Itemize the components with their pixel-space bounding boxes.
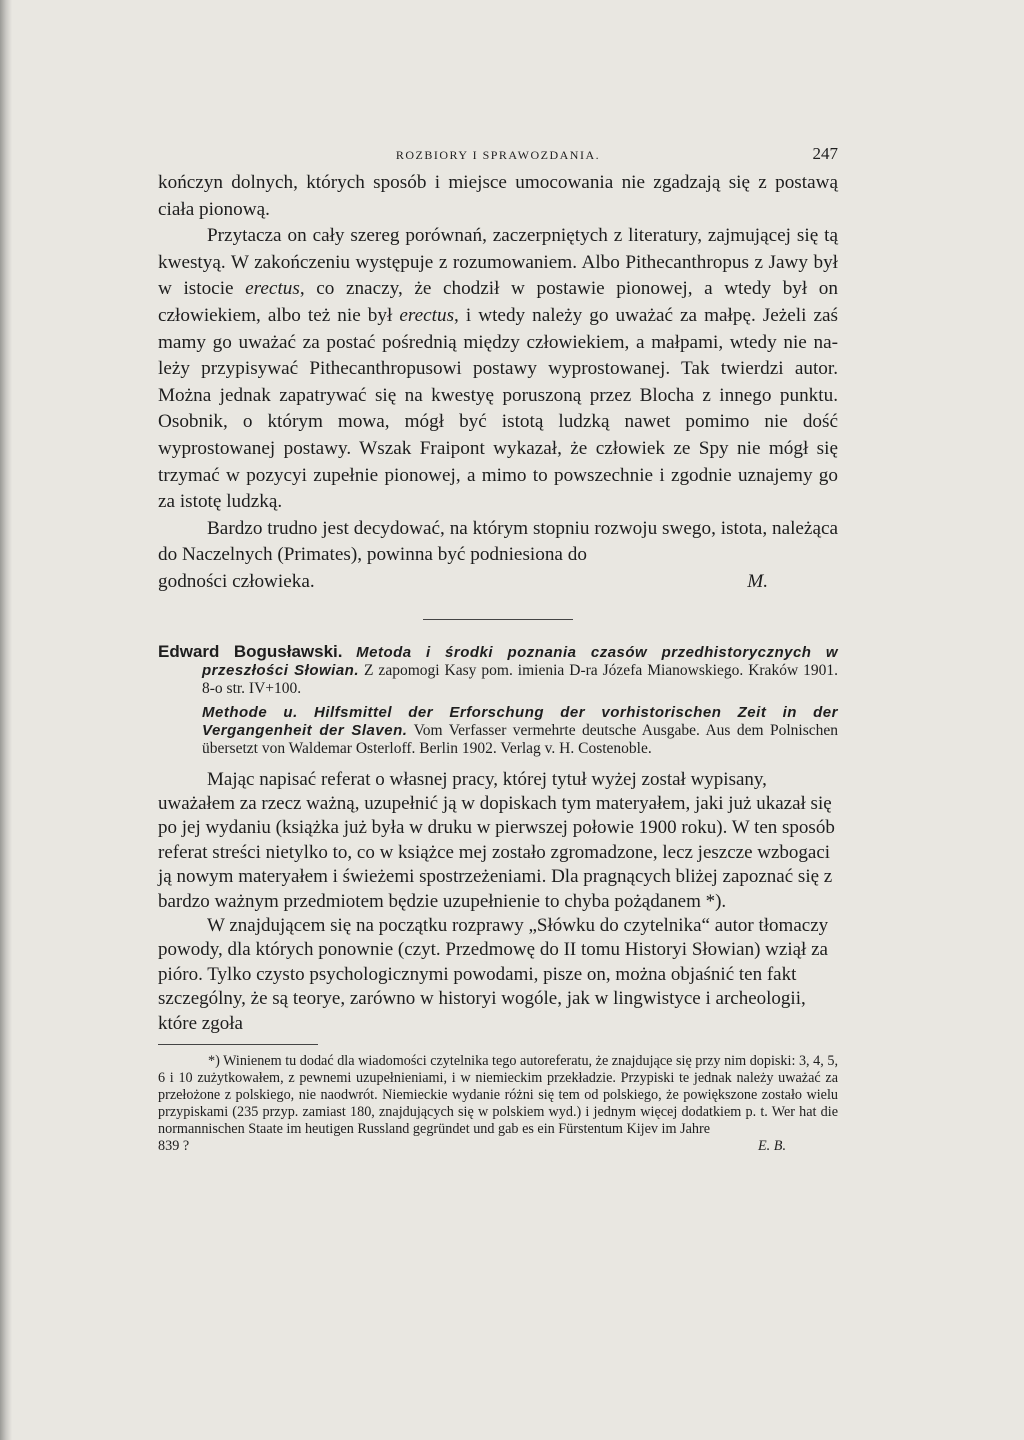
paragraph-3: Bardzo trudno jest decydować, na którym stopniu rozwoju swego, istota, należąca do Naczelnych (Primates), powinna być podniesiona do — [158, 517, 838, 566]
document-page — [158, 130, 838, 1154]
page-binding-shadow — [0, 0, 12, 1440]
paragraph-2-part-c: , i wtedy należy go uważać za małpę. Jeżeli zaś mamy go uważać za postać pośrednią między człowiekiem, a małpami, wtedy nie należy przypisywać Pithecanthropusowi postawy wyprostowanej. Tak twierdzi autor. Można jednak zapatrywać się na kwestyę poruszoną przez Blocha z innego punktu. Osobnik, o którym mowa, mógł być istotą ludzką nawet pomimo nie dość wyprostowanej postawy. Wszak Fraipont wykazał, że człowiek ze Spy nie mógł się trzymać w pozycyi zupełnie pionowej, a mimo to powszechnie i zgodnie uznajemy go za istotę ludzką. — [158, 304, 838, 513]
paragraph-1: kończyn dolnych, których sposób i miejsce umocowania nie zgadzają się z postawą ciała pionową. — [158, 172, 838, 220]
page-number: 247 — [812, 144, 838, 163]
review-text — [158, 768, 838, 1036]
review-paragraph-2: W znajdującem się na początku rozprawy „Słówku do czytelnika“ autor tłomaczy powody, dla których ponownie (czyt. Przedmowę do II tomu Historyi Słowian) wziął za pióro. Tylko czysto psychologicznymi powodami, pisze on, można objaśnić ten fakt szczególny, że są teorye, zarówno w historyi wogóle, jak w lingwistyce i archeologii, które zgoła — [158, 914, 829, 1034]
footnote-text: *) Winienem tu dodać dla wiadomości czytelnika tego autoreferatu, że znajdujące się przy nim dopiski: 3, 4, 5, 6 i 10 zużytkowałem, z pewnemi uzupełnieniami, i w niemieckim przekładzie. Przypiski te jednak należy uważać za przełożone z polskiego, nie naodwrót. Niemieckie wydanie różni się tem od polskiego, że powiększone zostało wielu przypiskami (235 przyp. zamiast 180, znajdujących się w polskiem wyd.) i jednym więcej dodatkiem p. t. Wer hat die normannischen Staate im heutigen Russland gegründet und gab es ein Fürstentum Kijev im Jahre — [158, 1052, 838, 1137]
entry-polish — [158, 643, 838, 698]
signature-m: M. — [747, 570, 768, 592]
entry-german — [158, 704, 838, 758]
running-head-title: ROZBIORY I SPRAWOZDANIA. — [395, 148, 601, 162]
erectus-term: erectus — [245, 278, 300, 300]
footnote-end — [158, 1138, 838, 1155]
article-continuation — [158, 170, 838, 596]
footnote-last-line: 839 ? — [158, 1137, 190, 1154]
review-paragraph-1: Mając napisać referat o własnej pracy, której tytuł wyżej został wypisany, uważałem za rzecz ważną, uzupełnić ją w dopiskach tym materyałem, jaki już ukazał się po jej wydaniu (książka już była w druku w pierwszej połowie 1900 roku). W ten sposób referat streści nietylko to, co w książce mej zostało zgromadzone, lecz jeszcze wzbogaci ją nowym materyałem i świeżemi spostrzeżeniami. Dla pragnących bliżej zapoznać się z bardzo ważnym przedmiotem będzie uzupełnienie to chyba pożądanem *). — [158, 768, 835, 912]
footnote-rule — [158, 1044, 318, 1045]
entry-publication-german: Vom Verfasser vermehrte deutsche Ausgabe. Aus dem Polnischen übersetzt von Waldemar Osterloff. Berlin 1902. Verlag v. H. Costenoble. — [202, 721, 838, 757]
section-divider — [423, 619, 573, 620]
paragraph-2 — [158, 223, 838, 516]
paragraph-3-last-line: godności człowieka. — [158, 570, 315, 592]
entry-publication: Z zapomogi Kasy pom. imienia D-ra Józefa Mianowskiego. Kraków 1901. 8-o str. IV+100. — [202, 661, 838, 697]
footnote — [158, 1053, 838, 1154]
bibliographic-entry — [158, 643, 838, 758]
paragraph-3-end — [158, 569, 838, 596]
running-head — [158, 130, 838, 170]
entry-title-german: Methode u. Hilfsmittel der Erforschung der vorhistorischen Zeit in der Vergangenheit der Slaven. — [202, 703, 838, 739]
paragraph-2-part-a: Przytacza on cały szereg porównań, zaczerpniętych z literatury, zajmującej się tą kwestyą. W zakończeniu występuje z rozumowaniem. Albo Pithecanthropus z Jawy był w istocie — [158, 225, 838, 300]
paragraph-2-part-b: , co znaczy, że chodził w postawie pionowej, a wtedy był on człowiekiem, albo też nie był — [158, 278, 838, 326]
erectus-term-2: erectus — [399, 304, 455, 326]
entry-title: Metoda i środki poznania czasów przedhistorycznych w przeszłości Słowian. — [202, 643, 839, 679]
footnote-signature: E. B. — [758, 1137, 786, 1154]
entry-author: Edward Bogusławski. — [158, 641, 343, 661]
